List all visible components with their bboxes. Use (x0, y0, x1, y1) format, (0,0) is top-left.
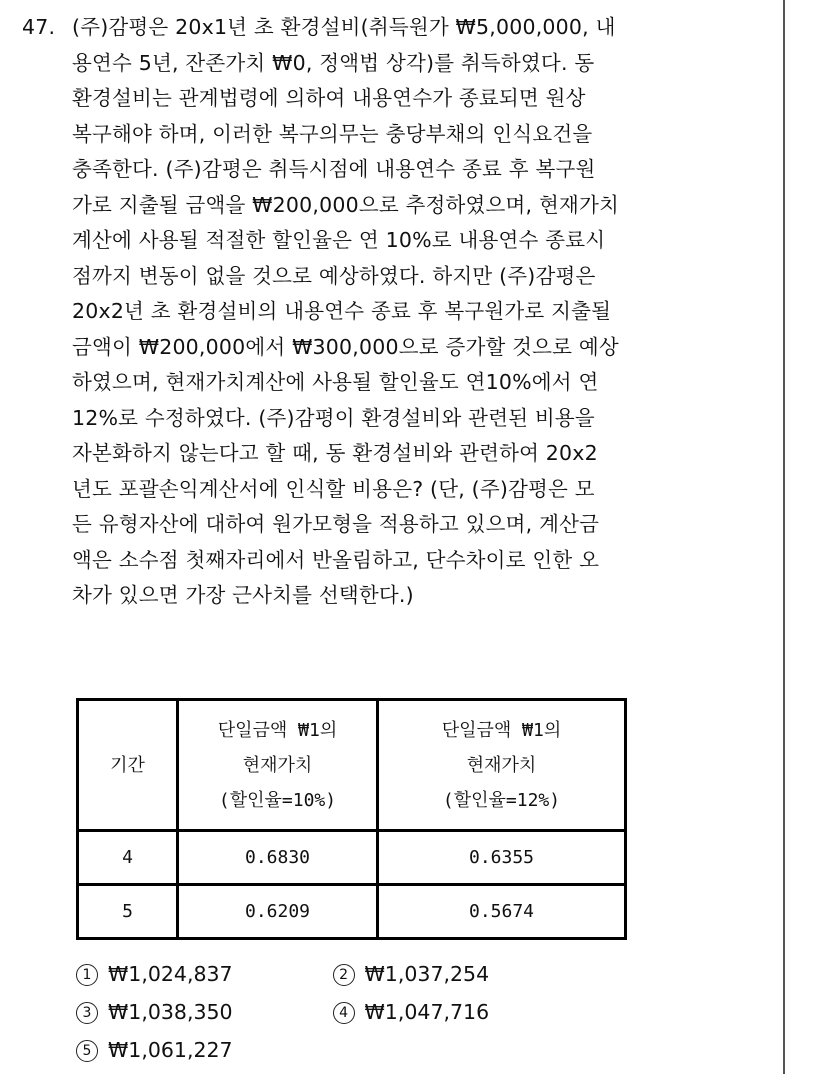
question-line: 하였으며, 현재가치계산에 사용될 할인율도 연10%에서 연 (72, 370, 599, 394)
question-line: 금액이 ₩200,000에서 ₩300,000으로 증가할 것으로 예상 (72, 334, 619, 359)
choice-text: ₩1,047,716 (364, 1000, 490, 1024)
choice-text: ₩1,037,254 (364, 962, 490, 986)
question-47 (22, 10, 782, 614)
circled-number-icon: 4 (333, 1002, 355, 1024)
question-line (22, 10, 782, 46)
choice-row (76, 1031, 583, 1069)
column-divider (783, 0, 785, 1074)
answer-choices (76, 955, 583, 1069)
circled-number-icon: 3 (76, 1002, 98, 1024)
table-row (78, 831, 626, 885)
cell-rate12: 0.6355 (378, 831, 626, 885)
present-value-table (76, 698, 627, 940)
circled-number-icon: 5 (76, 1040, 98, 1062)
cell-rate12: 0.5674 (378, 885, 626, 939)
question-line: 환경설비는 관계법령에 의하여 내용연수가 종료되면 원상 (72, 86, 586, 110)
choice-text: ₩1,061,227 (108, 1038, 233, 1062)
question-line: 차가 있으면 가장 근사치를 선택한다.) (72, 583, 414, 607)
question-line: 계산에 사용될 적절한 할인율은 연 10%로 내용연수 종료시 (72, 228, 606, 252)
question-text: (주)감평은 20x1년 초 환경설비(취득원가 ₩5,000,000, 내 (72, 15, 616, 39)
question-line: 12%로 수정하였다. (주)감평이 환경설비와 관련된 비용을 (72, 405, 595, 430)
question-line: 가로 지출될 금액을 ₩200,000으로 추정하였으며, 현재가치 (72, 192, 619, 217)
question-line: 용연수 5년, 잔존가치 ₩0, 정액법 상각)를 취득하였다. 동 (72, 50, 595, 75)
choice-3[interactable] (76, 993, 326, 1031)
circled-number-icon: 1 (76, 964, 98, 986)
cell-rate10: 0.6830 (178, 831, 378, 885)
choice-5[interactable] (76, 1031, 326, 1069)
header-period: 기간 (78, 700, 178, 831)
header-pv-12: 단일금액 ₩1의 현재가치 (할인율=12%) (378, 700, 626, 831)
choice-4[interactable] (333, 993, 583, 1031)
choice-1[interactable] (76, 955, 326, 993)
table-row (78, 885, 626, 939)
question-line: 복구해야 하며, 이러한 복구의무는 충당부채의 인식요건을 (72, 121, 593, 146)
choice-text: ₩1,038,350 (108, 1000, 233, 1024)
question-line: 점까지 변동이 없을 것으로 예상하였다. 하지만 (주)감평은 (72, 263, 596, 288)
question-line: 자본화하지 않는다고 할 때, 동 환경설비와 관련하여 20x2 (72, 441, 598, 465)
question-line: 20x2년 초 환경설비의 내용연수 종료 후 복구원가로 지출될 (72, 299, 612, 323)
question-line: 충족한다. (주)감평은 취득시점에 내용연수 종료 후 복구원 (72, 157, 596, 181)
question-line: 액은 소수점 첫째자리에서 반올림하고, 단수차이로 인한 오 (72, 547, 600, 572)
table-header-row (78, 700, 626, 831)
choice-row (76, 993, 583, 1031)
choice-text: ₩1,024,837 (108, 962, 233, 986)
circled-number-icon: 2 (333, 964, 355, 986)
choice-2[interactable] (333, 955, 583, 993)
header-pv-10: 단일금액 ₩1의 현재가치 (할인율=10%) (178, 700, 378, 831)
choice-row (76, 955, 583, 993)
question-number: 47. (22, 15, 56, 39)
cell-period: 5 (78, 885, 178, 939)
cell-rate10: 0.6209 (178, 885, 378, 939)
question-line: 든 유형자산에 대하여 원가모형을 적용하고 있으며, 계산금 (72, 512, 600, 536)
question-line: 년도 포괄손익계산서에 인식할 비용은? (단, (주)감평은 모 (72, 476, 595, 501)
cell-period: 4 (78, 831, 178, 885)
